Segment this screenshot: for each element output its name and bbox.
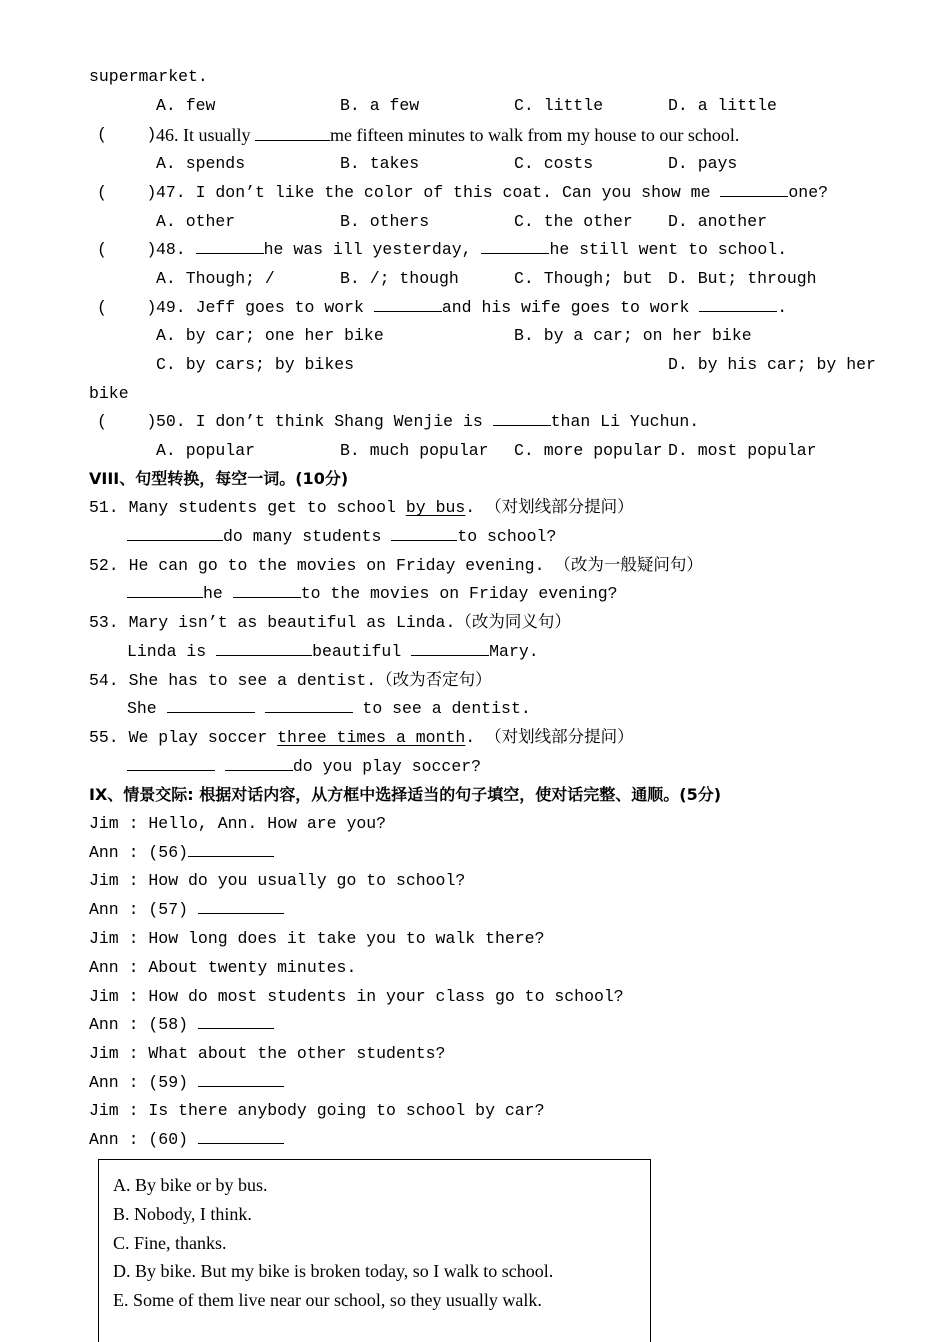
- q49-text-mid: and his wife goes to work: [441, 298, 700, 317]
- q46-text-post: me fifteen minutes to walk from my house to our school.: [330, 125, 740, 145]
- choice-c: C. Fine, thanks.: [113, 1233, 227, 1253]
- q46-option-d: D. pays: [668, 154, 738, 173]
- q45-option-c: C. little: [514, 96, 604, 115]
- q53-answer: [127, 640, 539, 664]
- q50-option-c: C. more popular: [514, 441, 663, 460]
- q48-option-c: C. Though; but: [514, 269, 653, 288]
- q50-text-post: than Li Yuchun.: [550, 412, 700, 431]
- q50-paren: ( ): [97, 412, 157, 431]
- q54-answer: [127, 697, 531, 721]
- dialog-text: Ann : (60): [89, 1130, 198, 1149]
- q47-text-post: one?: [788, 183, 829, 202]
- q54-answer-post: to see a dentist.: [352, 699, 531, 718]
- choices-box: [98, 1159, 651, 1342]
- dialog-line: [89, 841, 274, 865]
- q51-blank-2[interactable]: [391, 525, 457, 541]
- q47-option-a: A. other: [156, 212, 236, 231]
- q52-answer-mid: he: [203, 584, 233, 603]
- q46-option-a: A. spends: [156, 154, 246, 173]
- q55-question: [89, 726, 634, 750]
- dialog-line: Jim : How long does it take you to walk there?: [89, 929, 545, 948]
- q55-answer-post: do you play soccer?: [292, 757, 482, 776]
- q52-blank-1[interactable]: [127, 582, 203, 598]
- q53-question: 53. Mary isn’t as beautiful as Linda.（改为同义句）: [89, 613, 571, 632]
- q45-option-d: D. a little: [668, 96, 777, 115]
- q55-answer: [127, 755, 481, 779]
- dialog-line: Jim : How do most students in your class go to school?: [89, 987, 624, 1006]
- q51-underlined: by bus: [405, 498, 466, 517]
- dialog-line: [89, 898, 284, 922]
- q51-answer: [127, 525, 556, 549]
- q45-continuation: supermarket.: [89, 67, 208, 86]
- dialog-text: Ann : (57): [89, 900, 198, 919]
- q53-blank-1[interactable]: [216, 640, 312, 656]
- answer-58-blank[interactable]: [198, 1013, 274, 1029]
- q46-question: [156, 123, 739, 147]
- q50-option-d: D. most popular: [668, 441, 817, 460]
- q51-answer-mid: do many students: [223, 527, 392, 546]
- choice-b: B. Nobody, I think.: [113, 1204, 252, 1224]
- q48-text-pre: 48.: [156, 240, 196, 259]
- q49-blank-1[interactable]: [374, 296, 442, 312]
- q49-question: [156, 296, 787, 320]
- q47-text-pre: 47. I don’t like the color of this coat. Can you show me: [156, 183, 721, 202]
- q52-answer: [127, 582, 618, 606]
- dialog-line: Jim : Is there anybody going to school by car?: [89, 1101, 545, 1120]
- section-8-heading: VIII、句型转换，每空一词。(10分): [89, 469, 349, 488]
- q51-blank-1[interactable]: [127, 525, 223, 541]
- q49-option-c: C. by cars; by bikes: [156, 355, 355, 374]
- answer-57-blank[interactable]: [198, 898, 284, 914]
- q49-option-b: B. by a car; on her bike: [514, 326, 752, 345]
- q54-blank-1[interactable]: [167, 697, 255, 713]
- dialog-text: Ann : (59): [89, 1073, 198, 1092]
- q52-question: 52. He can go to the movies on Friday evening. （改为一般疑问句）: [89, 556, 703, 575]
- q46-blank[interactable]: [255, 125, 330, 141]
- q55-blank-2[interactable]: [225, 755, 293, 771]
- q46-text-pre: 46. It usually: [156, 125, 255, 145]
- q49-option-a: A. by car; one her bike: [156, 326, 384, 345]
- q49-option-d: D. by his car; by her: [668, 355, 876, 374]
- answer-56-blank[interactable]: [188, 841, 274, 857]
- q47-blank[interactable]: [720, 181, 788, 197]
- choice-a: A. By bike or by bus.: [113, 1175, 268, 1195]
- dialog-line: Ann : About twenty minutes.: [89, 958, 357, 977]
- q47-option-b: B. others: [340, 212, 430, 231]
- q48-option-b: B. /; though: [340, 269, 459, 288]
- dialog-text: Ann : (58): [89, 1015, 198, 1034]
- q55-blank-1[interactable]: [127, 755, 215, 771]
- q48-paren: ( ): [97, 240, 157, 259]
- q49-text-pre: 49. Jeff goes to work: [156, 298, 374, 317]
- q52-blank-2[interactable]: [233, 582, 301, 598]
- q47-paren: ( ): [97, 183, 157, 202]
- q49-text-post: .: [777, 298, 788, 317]
- answer-60-blank[interactable]: [198, 1128, 284, 1144]
- q49-blank-2[interactable]: [699, 296, 777, 312]
- q50-question: [156, 410, 699, 434]
- q53-answer-mid: beautiful: [312, 642, 412, 661]
- q51-text-post: . （对划线部分提问）: [465, 498, 634, 517]
- choice-e: E. Some of them live near our school, so they usually walk.: [113, 1290, 542, 1310]
- q46-paren: ( ): [97, 125, 157, 144]
- q49-paren: ( ): [97, 298, 157, 317]
- q54-blank-2[interactable]: [265, 697, 353, 713]
- q46-option-b: B. takes: [340, 154, 420, 173]
- q48-option-a: A. Though; /: [156, 269, 275, 288]
- q48-blank-1[interactable]: [196, 238, 264, 254]
- q48-question: [156, 238, 787, 262]
- q50-option-a: A. popular: [156, 441, 256, 460]
- q51-text-pre: 51. Many students get to school: [89, 498, 406, 517]
- q52-answer-post: to the movies on Friday evening?: [300, 584, 618, 603]
- q54-answer-pre: She: [127, 699, 167, 718]
- q50-blank[interactable]: [493, 410, 551, 426]
- q48-text-post: he still went to school.: [549, 240, 788, 259]
- q45-option-a: A. few: [156, 96, 216, 115]
- q54-question: 54. She has to see a dentist.（改为否定句）: [89, 671, 492, 690]
- q46-option-c: C. costs: [514, 154, 594, 173]
- q50-text-pre: 50. I don’t think Shang Wenjie is: [156, 412, 493, 431]
- q47-question: [156, 181, 828, 205]
- q48-text-mid: he was ill yesterday,: [263, 240, 482, 259]
- q48-blank-2[interactable]: [481, 238, 549, 254]
- q47-option-c: C. the other: [514, 212, 633, 231]
- answer-59-blank[interactable]: [198, 1071, 284, 1087]
- q51-question: [89, 496, 634, 520]
- q53-answer-pre: Linda is: [127, 642, 217, 661]
- q55-underlined: three times a month: [277, 728, 466, 747]
- choice-d: D. By bike. But my bike is broken today, so I walk to school.: [113, 1261, 554, 1281]
- q47-option-d: D. another: [668, 212, 768, 231]
- section-9-heading: IX、情景交际: 根据对话内容，从方框中选择适当的句子填空，使对话完整、通顺。(5分): [89, 785, 722, 804]
- q50-option-b: B. much popular: [340, 441, 489, 460]
- q55-text-pre: 55. We play soccer: [89, 728, 278, 747]
- q55-text-post: . （对划线部分提问）: [465, 728, 634, 747]
- dialog-line: Jim : What about the other students?: [89, 1044, 446, 1063]
- q51-answer-post: to school?: [457, 527, 557, 546]
- dialog-line: Jim : How do you usually go to school?: [89, 871, 466, 890]
- dialog-line: [89, 1071, 284, 1095]
- q53-answer-post: Mary.: [489, 642, 539, 661]
- dialog-text: Ann : (56): [89, 843, 189, 862]
- dialog-line: Jim : Hello, Ann. How are you?: [89, 814, 387, 833]
- q45-option-b: B. a few: [340, 96, 420, 115]
- dialog-line: [89, 1013, 274, 1037]
- q49-option-d-cont: bike: [89, 384, 129, 403]
- q53-blank-2[interactable]: [411, 640, 489, 656]
- q48-option-d: D. But; through: [668, 269, 817, 288]
- dialog-line: [89, 1128, 284, 1152]
